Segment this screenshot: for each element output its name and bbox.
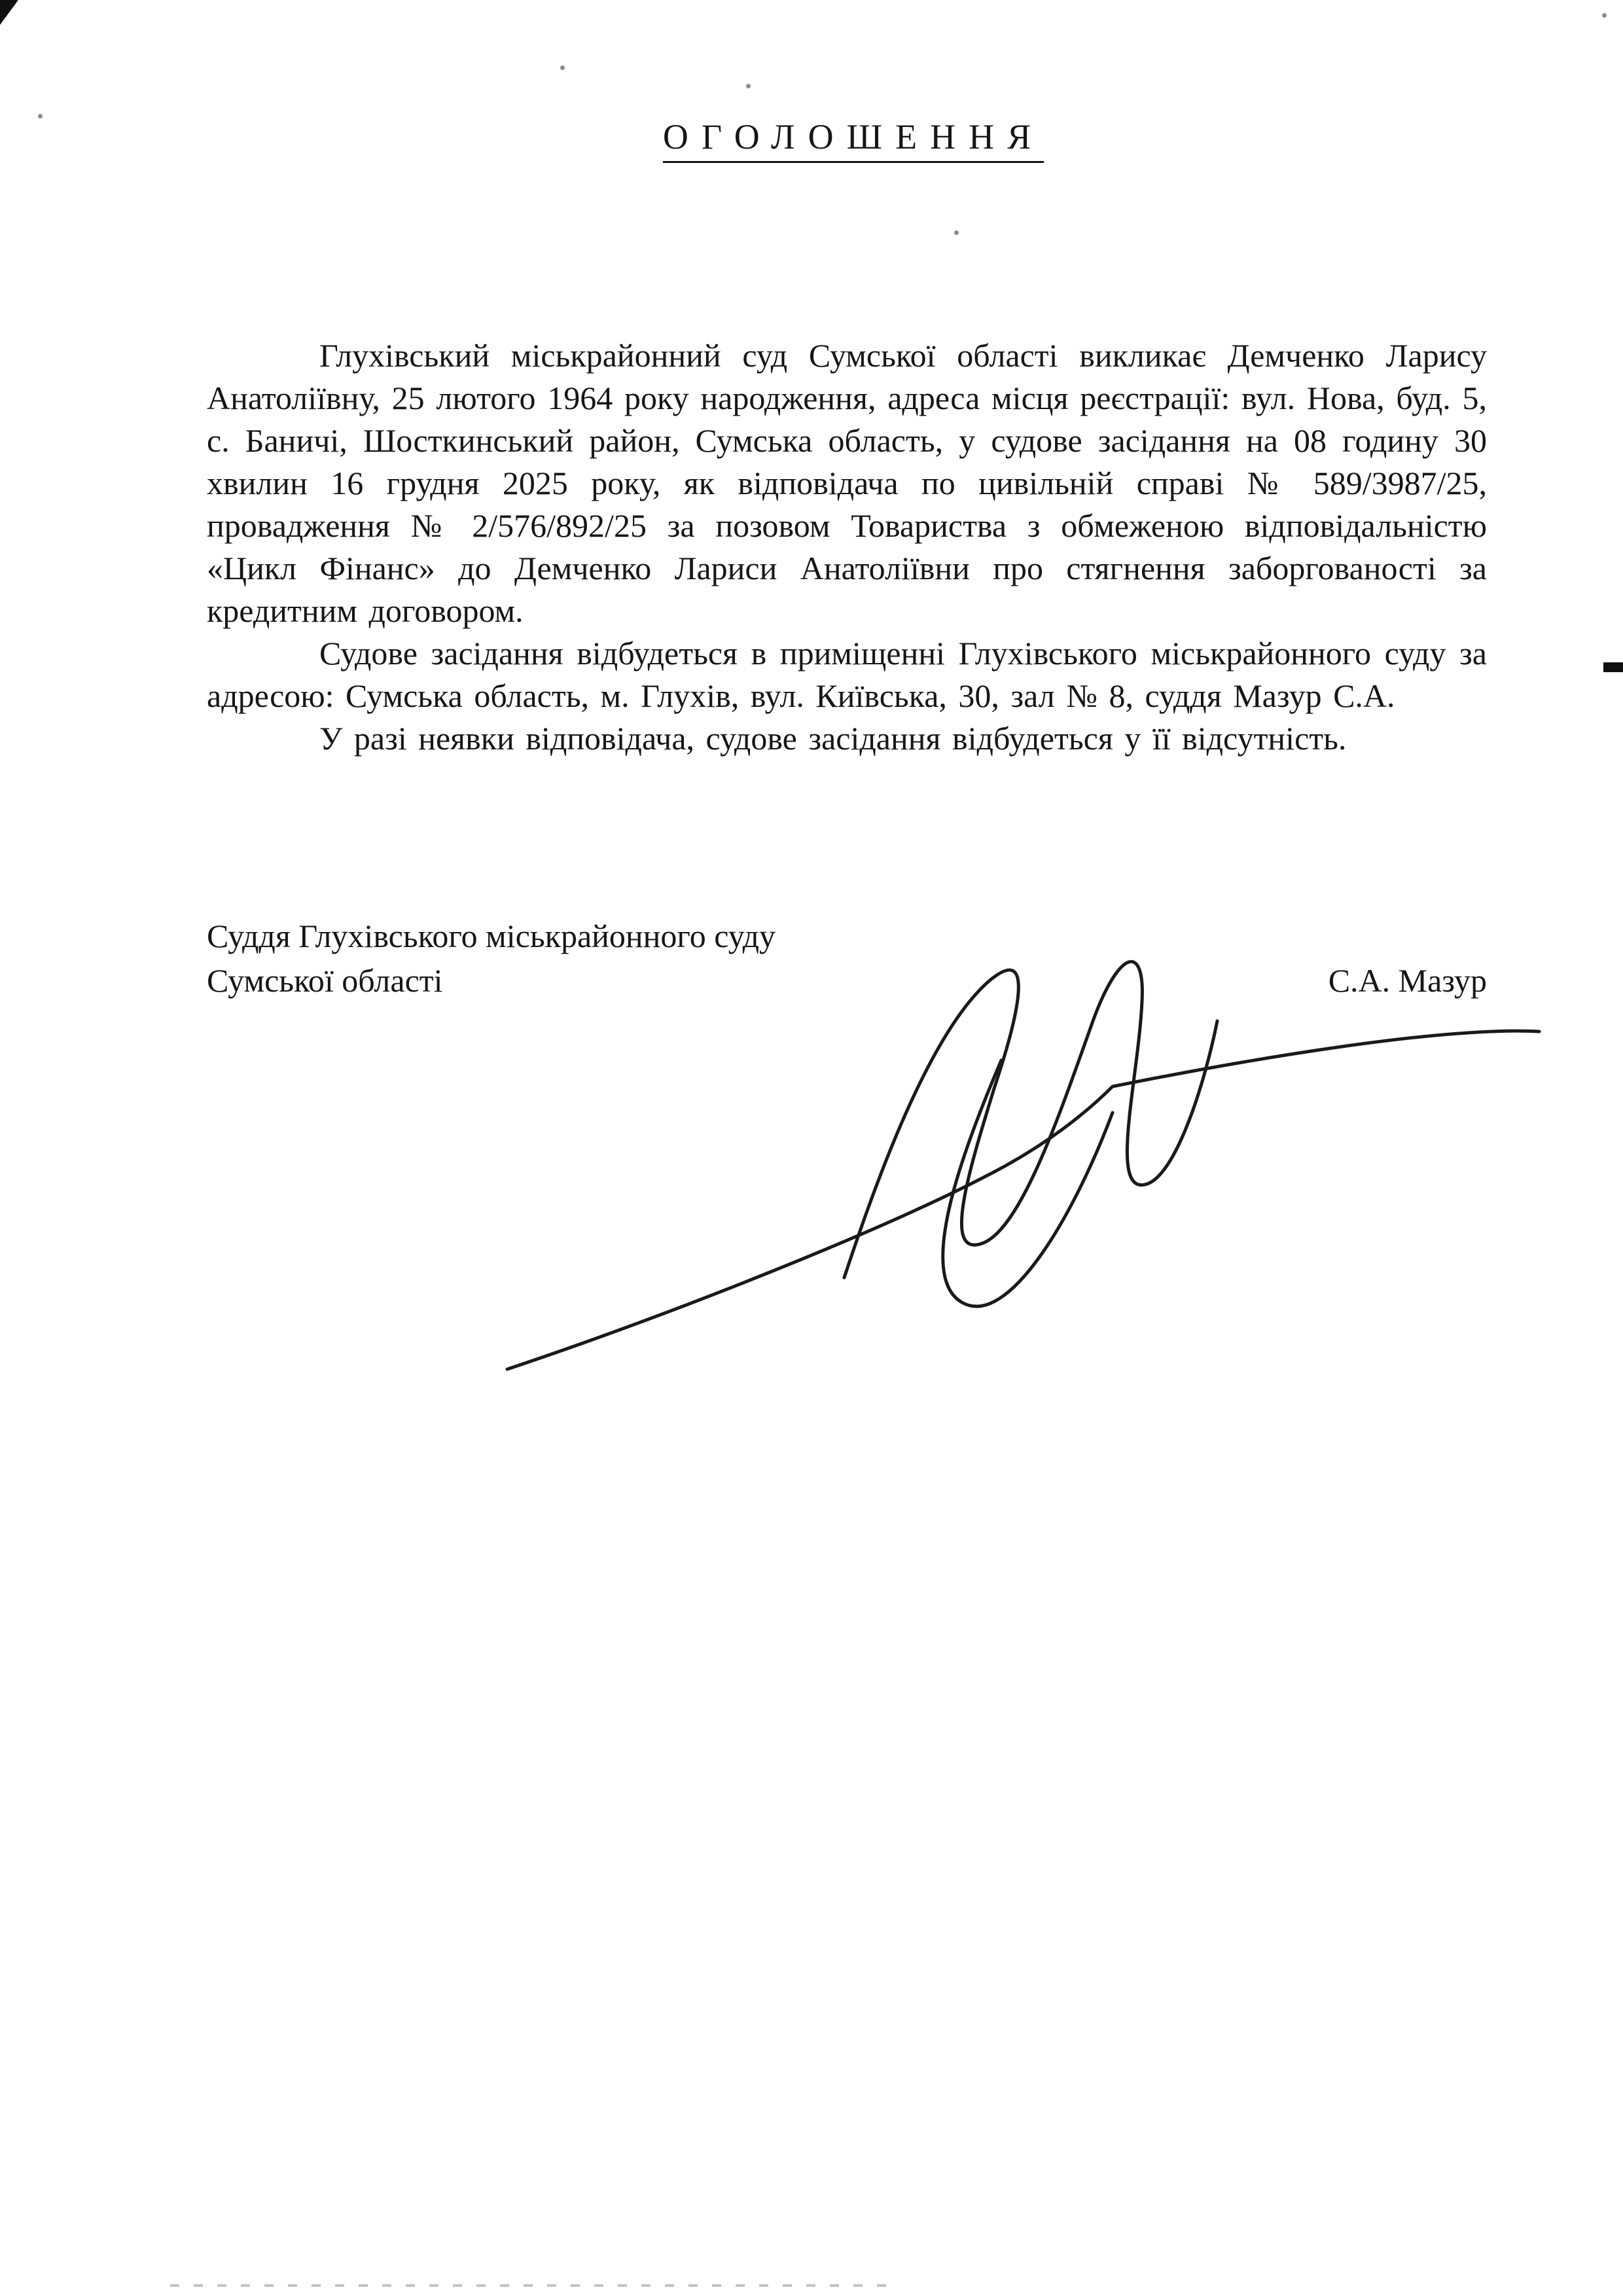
paragraph-absence-notice: У разі неявки відповідача, судове засідання відбудеться у її відсутність. (319, 720, 1347, 757)
paragraph-hearing-location: Судове засідання відбудеться в приміщенні Глухівського міськрайонного суду за адресою: Сумська область, м. Глухів, вул. Київська, 30, зал № 8, суддя Мазур С.А. (207, 635, 1487, 714)
document-title (207, 117, 1487, 163)
scan-artifact-corner (0, 0, 18, 25)
scan-artifact-edge-tick (1603, 662, 1623, 672)
document-body (207, 334, 1487, 760)
scan-artifact-dot (560, 65, 565, 70)
paragraph-summons: Глухівський міськрайонний суд Сумської області викликає Демченко Ларису Анатоліївну, 25 лютого 1964 року народження, адреса місця реєстрації: вул. Нова, буд. 5, с. Баничі, Шосткинський район, Сумська область, у судове засідання на 08 годину 30 хвилин 16 грудня 2025 року, як відповідача по цивільній справі № 589/3987/25, провадження № 2/576/892/25 за позовом Товариства з обмеженою відповідальністю «Цикл Фінанс» до Демченко Лариси Анатоліївни про стягнення заборгованості за кредитним договором. (207, 337, 1487, 629)
signature-scrawl (458, 942, 1571, 1401)
document-content (207, 117, 1487, 1003)
scan-artifact-dot (746, 84, 751, 88)
judge-role-line-2: Сумської області (207, 962, 443, 999)
judge-role-block (207, 914, 776, 1003)
scan-artifact-dot (954, 230, 959, 235)
document-title-text: ОГОЛОШЕННЯ (663, 117, 1044, 163)
scan-artifact-bottom-noise (170, 2284, 890, 2287)
judge-role-line-1: Суддя Глухівського міськрайонного суду (207, 918, 776, 954)
scan-artifact-dot (1602, 13, 1607, 18)
signoff-block (207, 914, 1487, 1003)
judge-name: С.А. Мазур (1328, 962, 1487, 999)
scan-artifact-dot (38, 114, 43, 118)
